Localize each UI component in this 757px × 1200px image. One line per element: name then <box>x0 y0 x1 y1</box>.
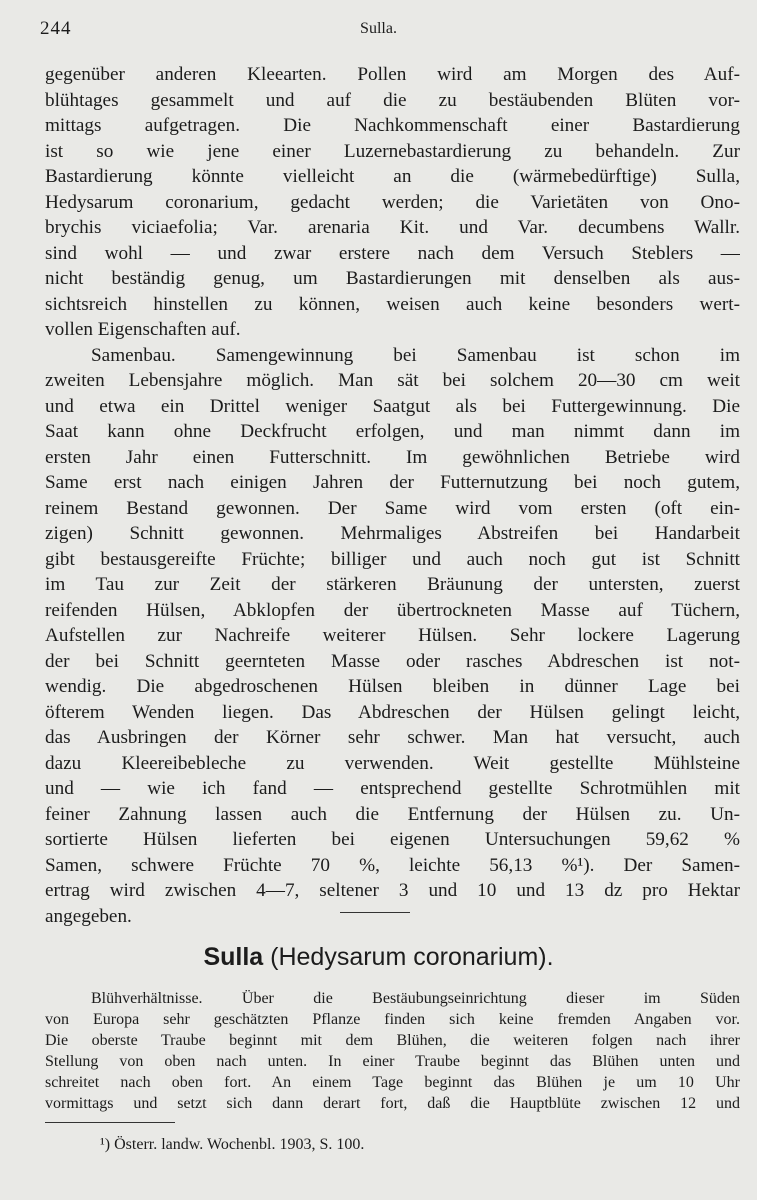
text-line: der bei Schnitt geernteten Masse oder rasches Abdreschen ist not- <box>45 650 740 672</box>
section-divider <box>340 912 410 913</box>
text-line: ist so wie jene einer Luzernebastardierung zu behandeln. Zur <box>45 140 740 162</box>
text-line: Same erst nach einigen Jahren der Futternutzung bei noch gutem, <box>45 472 740 493</box>
text-line: blühtages gesammelt und auf die zu bestäubenden Blüten vor- <box>45 89 740 111</box>
text-line: ersten Jahr einen Futterschnitt. Im gewöhnlichen Betriebe wird <box>45 446 740 468</box>
footnote: ¹) Österr. landw. Wochenbl. 1903, S. 100. <box>100 1136 365 1153</box>
text-line: sichtsreich hinstellen zu können, weisen auch keine besonders wert- <box>45 293 740 315</box>
text-line: zigen) Schnitt gewonnen. Mehrmaliges Abstreifen bei Handarbeit <box>45 523 740 544</box>
section-title-bold: Sulla <box>203 943 264 971</box>
text-line: Saat kann ohne Deckfrucht erfolgen, und man nimmt dann im <box>45 421 740 442</box>
text-line: öfterem Wenden liegen. Das Abdreschen der Hülsen gelingt leicht, <box>45 701 740 723</box>
small-text-line: Blühverhältnisse. Über die Bestäubungseinrichtung dieser im Süden <box>91 990 740 1007</box>
running-title: Sulla. <box>360 20 397 37</box>
text-line: Samen, schwere Früchte 70 %, leichte 56,13 %¹). Der Samen- <box>45 854 740 876</box>
text-line: gibt bestausgereifte Früchte; billiger und auch noch gut ist Schnitt <box>45 548 740 570</box>
text-line: reinem Bestand gewonnen. Der Same wird vom ersten (oft ein- <box>45 497 740 519</box>
text-line: wendig. Die abgedroschenen Hülsen bleiben in dünner Lage bei <box>45 676 740 697</box>
text-line: dazu Kleereibebleche zu verwenden. Weit gestellte Mühlsteine <box>45 752 740 774</box>
small-text-line: Stellung von oben nach unten. In einer Traube beginnt das Blühen unten und <box>45 1053 740 1070</box>
running-head <box>40 18 717 44</box>
text-line: nicht beständig genug, um Bastardierungen mit denselben als aus- <box>45 268 740 289</box>
text-line: ertrag wird zwischen 4—7, seltener 3 und 10 und 13 dz pro Hektar <box>45 880 740 901</box>
text-line: brychis viciaefolia; Var. arenaria Kit. und Var. decumbens Wallr. <box>45 217 740 238</box>
section-title <box>0 943 757 972</box>
text-line: sortierte Hülsen lieferten bei eigenen Untersuchungen 59,62 % <box>45 829 740 850</box>
text-line: gegenüber anderen Kleearten. Pollen wird am Morgen des Auf- <box>45 64 740 85</box>
text-line: Bastardierung könnte vielleicht an die (wärmebedürftige) Sulla, <box>45 166 740 187</box>
text-line: das Ausbringen der Körner sehr schwer. Man hat versucht, auch <box>45 727 740 748</box>
body-text <box>45 62 740 929</box>
text-line: reifenden Hülsen, Abklopfen der übertrockneten Masse auf Tüchern, <box>45 599 740 621</box>
page-number: 244 <box>40 18 72 39</box>
text-line: mittags aufgetragen. Die Nachkommenschaft einer Bastardierung <box>45 115 740 136</box>
small-text <box>45 988 740 1114</box>
text-line: zweiten Lebensjahre möglich. Man sät bei solchem 20—30 cm weit <box>45 370 740 391</box>
text-line: angegeben. <box>45 905 132 927</box>
text-line: Samenbau. Samengewinnung bei Samenbau ist schon im <box>91 344 740 366</box>
text-line: und etwa ein Drittel weniger Saatgut als bei Futtergewinnung. Die <box>45 395 740 417</box>
text-line: Hedysarum coronarium, gedacht werden; die Varietäten von Ono- <box>45 191 740 213</box>
text-line: und — wie ich fand — entsprechend gestellte Schrotmühlen mit <box>45 778 740 799</box>
footnote-divider <box>45 1122 175 1123</box>
text-line: sind wohl — und zwar erstere nach dem Versuch Steblers — <box>45 242 740 264</box>
text-line: im Tau zur Zeit der stärkeren Bräunung der untersten, zuerst <box>45 574 740 595</box>
text-line: vollen Eigenschaften auf. <box>45 319 241 340</box>
text-line: Aufstellen zur Nachreife weiterer Hülsen. Sehr lockere Lagerung <box>45 625 740 646</box>
small-text-line: schreitet nach oben fort. An einem Tage beginnt das Blühen je um 10 Uhr <box>45 1074 740 1091</box>
section-title-rest: (Hedysarum coronarium). <box>263 943 554 971</box>
small-text-line: Die oberste Traube beginnt mit dem Blühen, die weiteren folgen nach ihrer <box>45 1032 740 1049</box>
text-line: feiner Zahnung lassen auch die Entfernung der Hülsen zu. Un- <box>45 803 740 825</box>
small-text-line: vormittags und setzt sich dann derart fort, daß die Hauptblüte zwischen 12 und <box>45 1095 740 1112</box>
small-text-line: von Europa sehr geschätzten Pflanze finden sich keine fremden Angaben vor. <box>45 1011 740 1028</box>
